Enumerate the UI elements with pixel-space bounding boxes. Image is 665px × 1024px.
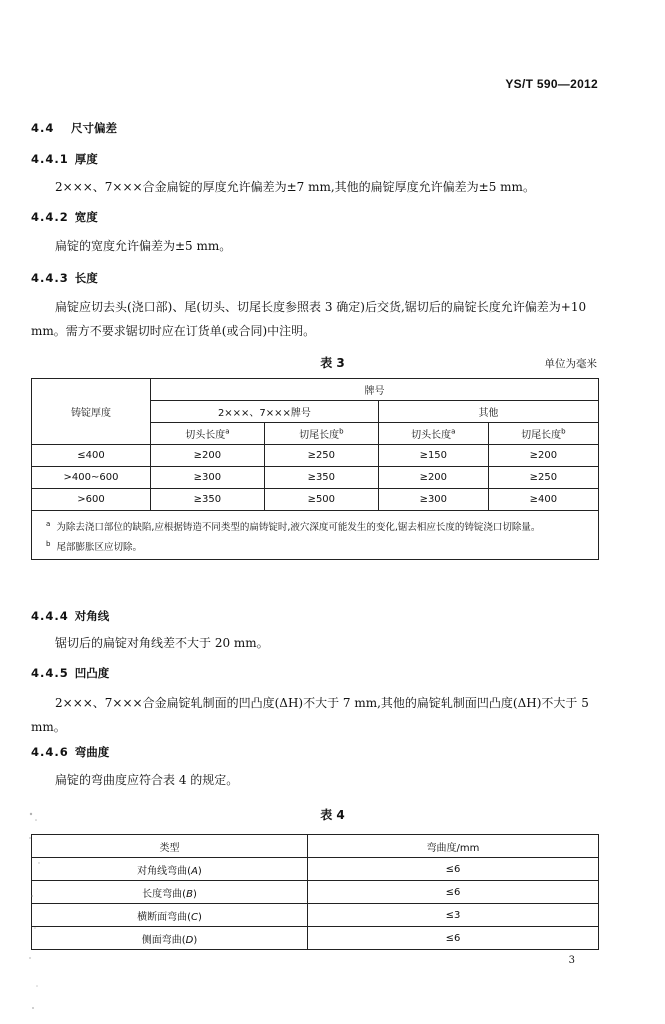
section-number: 4.4.2 [31, 210, 69, 224]
table-4-caption: 表 4 [320, 808, 345, 822]
thickness-paragraph [31, 175, 601, 199]
diagonal-paragraph [31, 631, 601, 655]
length-text: 扁锭应切去头(浇口部)、尾(切头、切尾长度参照表 3 确定)后交货,锯切后的扁锭长度允许偏差为+10 mm。需方不要求锯切时应在订货单(或合同)中注明。 [31, 300, 587, 338]
flatness-paragraph [31, 691, 601, 739]
footnote: $^a$ 为除去浇口部位的缺陷,应根据铸造不同类型的扁铸锭时,液穴深度可能发生的变化,锯去相应长度的铸锭浇口切除量。 [46, 520, 541, 534]
section-4-4-heading [31, 120, 117, 136]
section-4-4-1-heading [31, 151, 98, 167]
table-cell: ≥400 [488, 489, 598, 511]
length-paragraph [31, 295, 601, 343]
section-number: 4.4.1 [31, 152, 69, 166]
section-title: 宽度 [74, 210, 98, 224]
table-cell: ≤6 [308, 858, 599, 881]
section-number: 4.4 [31, 121, 55, 135]
table-3-caption: 表 3 [320, 356, 345, 370]
thickness-text: 2×××、7×××合金扁锭的厚度允许偏差为±7 mm,其他的扁锭厚度允许偏差为±5 mm。 [55, 180, 535, 194]
bend-paragraph [31, 768, 601, 792]
width-text: 扁锭的宽度允许偏差为±5 mm。 [55, 239, 232, 253]
section-number: 4.4.5 [31, 666, 69, 680]
table-3 [31, 378, 599, 560]
table-3-unit: 单位为毫米 [544, 358, 597, 370]
table-cell: 长度弯曲(B) [32, 881, 308, 904]
section-number: 4.4.6 [31, 745, 69, 759]
table-cell: >600 [32, 489, 151, 511]
table-cell: ≥250 [264, 445, 378, 467]
table-cell: ≥500 [264, 489, 378, 511]
table-cell: 横断面弯曲(C) [32, 904, 308, 927]
column-header: 类型 [32, 835, 308, 858]
table-cell: ≥350 [151, 489, 265, 511]
column-header: 切尾长度$^b$ [264, 423, 378, 445]
table-cell: ≥200 [151, 445, 265, 467]
table-cell: ≥150 [378, 445, 488, 467]
section-4-4-4-heading [31, 608, 109, 624]
table-cell: >400~600 [32, 467, 151, 489]
width-paragraph [31, 234, 601, 258]
bend-text: 扁锭的弯曲度应符合表 4 的规定。 [55, 773, 239, 787]
table-cell: ≥300 [378, 489, 488, 511]
section-title: 尺寸偏差 [71, 121, 118, 135]
table-cell: ≥250 [488, 467, 598, 489]
section-number: 4.4.3 [31, 271, 69, 285]
table-cell: ≤6 [308, 881, 599, 904]
table-row [32, 904, 599, 927]
section-title: 对角线 [74, 609, 110, 623]
section-4-4-2-heading [31, 209, 98, 225]
table-row [32, 489, 599, 511]
section-title: 弯曲度 [74, 745, 110, 759]
table-cell: ≥350 [264, 467, 378, 489]
section-title: 长度 [74, 271, 98, 285]
section-title: 凹凸度 [74, 666, 110, 680]
standard-number: YS/T 590—2012 [505, 77, 598, 91]
section-4-4-5-heading [31, 665, 109, 681]
scan-noise [27, 808, 45, 1018]
diagonal-text: 锯切后的扁锭对角线差不大于 20 mm。 [55, 636, 269, 650]
table-row [32, 858, 599, 881]
table-cell: ≥200 [378, 467, 488, 489]
table-row [32, 927, 599, 950]
group-header: 牌号 [151, 379, 599, 401]
row-header: 铸锭厚度 [32, 379, 151, 445]
subgroup-header: 其他 [378, 401, 598, 423]
subgroup-header: 2×××、7×××牌号 [151, 401, 379, 423]
table-row [32, 445, 599, 467]
footnote: $^b$ 尾部膨胀区应切除。 [46, 540, 143, 554]
table-row [32, 467, 599, 489]
table-cell: ≤6 [308, 927, 599, 950]
section-number: 4.4.4 [31, 609, 69, 623]
table-cell: ≥200 [488, 445, 598, 467]
page-number: 3 [568, 955, 575, 966]
table-cell: 侧面弯曲(D) [32, 927, 308, 950]
table-cell: 对角线弯曲(A) [32, 858, 308, 881]
table-cell: ≤3 [308, 904, 599, 927]
table-row [32, 881, 599, 904]
section-4-4-6-heading [31, 744, 109, 760]
column-header: 切头长度$^a$ [378, 423, 488, 445]
flatness-text: 2×××、7×××合金扁锭轧制面的凹凸度(ΔH)不大于 7 mm,其他的扁锭轧制面凹凸度(ΔH)不大于 5 mm。 [31, 696, 589, 734]
table-cell: ≥300 [151, 467, 265, 489]
table-cell: ≤400 [32, 445, 151, 467]
column-header: 弯曲度/mm [308, 835, 599, 858]
column-header: 切尾长度$^b$ [488, 423, 598, 445]
table-3-footnotes [32, 511, 599, 560]
section-title: 厚度 [74, 152, 98, 166]
column-header: 切头长度$^a$ [151, 423, 265, 445]
table-4 [31, 834, 599, 950]
section-4-4-3-heading [31, 270, 98, 286]
